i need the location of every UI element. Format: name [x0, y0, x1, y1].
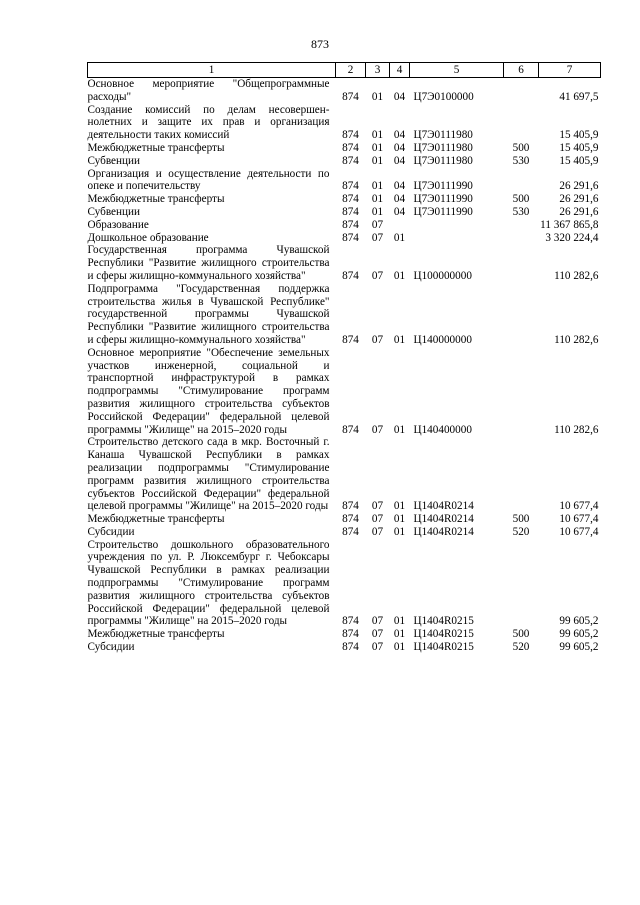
- row-name-cell: Строительство дошкольного образовательного учреждения по ул. Р. Люксембург г. Чебоксары Чувашской Республики в рамках реализации подпрограммы "Стимулирование программ развития жилищного строительства субъектов Российской Федерации" федеральной целевой программы "Жилище" на 2015–2020 годы: [87, 538, 330, 628]
- row-vr-cell: 520: [512, 525, 530, 538]
- row-vr-cell: [504, 232, 539, 245]
- row-gr-cell: 874: [342, 615, 359, 628]
- table-row: [88, 142, 601, 155]
- row-csr-cell: Ц1404R0215: [413, 615, 474, 628]
- row-csr-cell: Ц7Э0111990: [413, 180, 473, 193]
- row-csr-cell: [410, 232, 504, 245]
- row-pr-cell: 04: [393, 180, 406, 193]
- column-header-sum: 7: [539, 63, 601, 78]
- row-vr-cell: 500: [512, 141, 530, 154]
- row-csr-cell: Ц1404R0214: [413, 513, 474, 526]
- row-name-cell: Государственная программа Чувашской Республики "Развитие жилищного строительства и сферы жилищно-коммунального хозяйства": [87, 244, 330, 282]
- row-vr-cell: [504, 168, 539, 194]
- row-rz-cell: 01: [371, 154, 384, 167]
- row-sum-cell: 10 677,4: [559, 525, 599, 538]
- row-vr-cell: 530: [512, 205, 530, 218]
- row-pr-cell: 01: [393, 525, 406, 538]
- row-gr-cell: 874: [342, 628, 359, 641]
- row-vr-cell: [504, 244, 539, 282]
- row-csr-cell: Ц140000000: [413, 333, 472, 346]
- row-csr-cell: Ц1404R0215: [413, 628, 474, 641]
- column-header-rz: 3: [366, 63, 390, 78]
- row-name-cell: Основное мероприятие "Обеспечение земельных участков инженерной, социальной и транспортной инфраструктурой в рамках подпрограммы "Стимулирование программ развития жилищного строительства субъектов Российской Федерации" федеральной целевой программы "Жилище" на 2015–2020 годы: [87, 346, 330, 436]
- row-sum-cell: 26 291,6: [559, 193, 599, 206]
- row-name-cell: Дошкольное образование: [87, 231, 209, 244]
- table-row: [88, 155, 601, 168]
- row-pr-cell: 01: [393, 423, 406, 436]
- row-vr-cell: [504, 283, 539, 347]
- column-header-csr: 5: [410, 63, 504, 78]
- row-name-cell: Субсидии: [87, 525, 135, 538]
- row-sum-cell: 26 291,6: [559, 180, 599, 193]
- row-sum-cell: 110 282,6: [554, 269, 599, 282]
- table-row: [88, 244, 601, 282]
- row-pr-cell: 04: [393, 154, 406, 167]
- row-rz-cell: 07: [371, 525, 384, 538]
- row-rz-cell: 01: [371, 90, 384, 103]
- page-number: 873: [311, 37, 329, 51]
- row-pr-cell: 04: [393, 193, 406, 206]
- table-row: [88, 219, 601, 232]
- row-pr-cell: 01: [393, 513, 406, 526]
- row-name-cell: Строительство детского сада в мкр. Восточный г. Канаша Чувашской Республики в рамках реализации подпрограммы "Стимулирование программ развития жилищного строительства субъектов Российской Федерации" федеральной целевой программы "Жилище" на 2015–2020 годы: [87, 436, 330, 513]
- row-name-cell: Межбюджетные трансферты: [87, 628, 225, 641]
- row-vr-cell: [504, 347, 539, 437]
- row-name-cell: Основное мероприятие "Общепрограммные расходы": [87, 78, 330, 103]
- row-rz-cell: 07: [371, 231, 384, 244]
- row-pr-cell: 01: [393, 333, 406, 346]
- row-gr-cell: 874: [342, 231, 359, 244]
- table-body: [88, 78, 601, 654]
- row-csr-cell: Ц1404R0215: [413, 641, 474, 654]
- row-rz-cell: 07: [371, 333, 384, 346]
- row-sum-cell: 11 367 865,8: [540, 218, 599, 231]
- row-rz-cell: 07: [371, 615, 384, 628]
- table-row: [88, 193, 601, 206]
- table-row: [88, 347, 601, 437]
- row-sum-cell: 15 405,9: [559, 129, 599, 142]
- row-pr-cell: 04: [393, 205, 406, 218]
- table-header-row: [88, 63, 601, 78]
- row-sum-cell: 99 605,2: [559, 641, 599, 654]
- row-vr-cell: [504, 104, 539, 142]
- row-gr-cell: 874: [342, 500, 359, 513]
- row-name-cell: Подпрограмма "Государственная поддержка строительства жилья в Чувашской Республике" государственной программы Чувашской Республики "Развитие жилищного строительства и сферы жилищно-коммунального хозяйства": [87, 282, 330, 346]
- row-gr-cell: 874: [342, 218, 359, 231]
- row-gr-cell: 874: [342, 269, 359, 282]
- table-row: [88, 78, 601, 104]
- row-rz-cell: 07: [371, 641, 384, 654]
- row-gr-cell: 874: [342, 141, 359, 154]
- row-gr-cell: 874: [342, 423, 359, 436]
- row-vr-cell: 530: [512, 154, 530, 167]
- row-vr-cell: [504, 219, 539, 232]
- table-row: [88, 539, 601, 629]
- row-sum-cell: 3 320 224,4: [545, 231, 599, 244]
- row-sum-cell: 26 291,6: [559, 205, 599, 218]
- row-csr-cell: Ц7Э0111980: [413, 154, 473, 167]
- row-pr-cell: 01: [393, 269, 406, 282]
- row-gr-cell: 874: [342, 333, 359, 346]
- row-vr-cell: [504, 436, 539, 513]
- row-vr-cell: 520: [512, 641, 530, 654]
- row-csr-cell: Ц140400000: [413, 423, 472, 436]
- row-sum-cell: 15 405,9: [559, 154, 599, 167]
- row-name-cell: Субвенции: [87, 154, 140, 167]
- row-vr-cell: 500: [512, 628, 530, 641]
- row-name-cell: Субсидии: [87, 641, 135, 654]
- table-row: [88, 168, 601, 194]
- table-row: [88, 206, 601, 219]
- row-rz-cell: 01: [371, 180, 384, 193]
- table-row: [88, 526, 601, 539]
- row-gr-cell: 874: [342, 180, 359, 193]
- row-vr-cell: 500: [512, 193, 530, 206]
- row-pr-cell: 01: [393, 231, 406, 244]
- row-pr-cell: 04: [393, 141, 406, 154]
- row-pr-cell: 04: [393, 90, 406, 103]
- row-sum-cell: 110 282,6: [554, 333, 599, 346]
- row-rz-cell: 07: [371, 218, 384, 231]
- column-header-pr: 4: [390, 63, 410, 78]
- table-row: [88, 283, 601, 347]
- row-sum-cell: 10 677,4: [559, 500, 599, 513]
- table-row: [88, 628, 601, 641]
- row-sum-cell: 110 282,6: [554, 423, 599, 436]
- row-csr-cell: Ц1404R0214: [413, 500, 474, 513]
- row-gr-cell: 874: [342, 129, 359, 142]
- table-row: [88, 513, 601, 526]
- column-header-gr: 2: [336, 63, 366, 78]
- row-pr-cell: [390, 219, 410, 232]
- row-name-cell: Организация и осуществление деятельности по опеке и попечительству: [87, 167, 330, 193]
- row-sum-cell: 41 697,5: [559, 90, 599, 103]
- row-name-cell: Образование: [87, 218, 149, 231]
- row-vr-cell: 500: [512, 513, 530, 526]
- row-name-cell: Создание комиссий по делам несовершеннолетних и защите их прав и организация деятельности таких комиссий: [87, 103, 330, 142]
- row-sum-cell: 10 677,4: [559, 513, 599, 526]
- row-rz-cell: 07: [371, 269, 384, 282]
- row-gr-cell: 874: [342, 205, 359, 218]
- row-rz-cell: 01: [371, 129, 384, 142]
- row-csr-cell: Ц100000000: [413, 269, 472, 282]
- row-gr-cell: 874: [342, 154, 359, 167]
- row-pr-cell: 01: [393, 641, 406, 654]
- row-vr-cell: [504, 78, 539, 104]
- row-rz-cell: 07: [371, 500, 384, 513]
- row-csr-cell: Ц7Э0111990: [413, 193, 473, 206]
- table-row: [88, 232, 601, 245]
- column-header-name: 1: [88, 63, 336, 78]
- row-pr-cell: 01: [393, 628, 406, 641]
- row-csr-cell: Ц7Э0100000: [413, 90, 474, 103]
- row-rz-cell: 07: [371, 423, 384, 436]
- row-gr-cell: 874: [342, 90, 359, 103]
- row-rz-cell: 01: [371, 193, 384, 206]
- row-name-cell: Межбюджетные трансферты: [87, 193, 225, 206]
- row-gr-cell: 874: [342, 513, 359, 526]
- row-sum-cell: 99 605,2: [559, 615, 599, 628]
- row-sum-cell: 99 605,2: [559, 628, 599, 641]
- row-csr-cell: Ц7Э0111990: [413, 205, 473, 218]
- table-row: [88, 641, 601, 654]
- row-csr-cell: Ц1404R0214: [413, 525, 474, 538]
- row-vr-cell: [504, 539, 539, 629]
- row-gr-cell: 874: [342, 641, 359, 654]
- table-row: [88, 436, 601, 513]
- column-header-vr: 6: [504, 63, 539, 78]
- table-row: [88, 104, 601, 142]
- row-name-cell: Межбюджетные трансферты: [87, 513, 225, 526]
- row-rz-cell: 07: [371, 513, 384, 526]
- row-csr-cell: [410, 219, 504, 232]
- row-rz-cell: 07: [371, 628, 384, 641]
- row-rz-cell: 01: [371, 205, 384, 218]
- row-rz-cell: 01: [371, 141, 384, 154]
- row-csr-cell: Ц7Э0111980: [413, 141, 473, 154]
- row-pr-cell: 01: [393, 615, 406, 628]
- row-sum-cell: 15 405,9: [559, 141, 599, 154]
- row-csr-cell: Ц7Э0111980: [413, 129, 473, 142]
- row-gr-cell: 874: [342, 193, 359, 206]
- row-name-cell: Субвенции: [87, 205, 140, 218]
- row-gr-cell: 874: [342, 525, 359, 538]
- row-pr-cell: 01: [393, 500, 406, 513]
- budget-table: [87, 62, 601, 654]
- row-name-cell: Межбюджетные трансферты: [87, 141, 225, 154]
- row-pr-cell: 04: [393, 129, 406, 142]
